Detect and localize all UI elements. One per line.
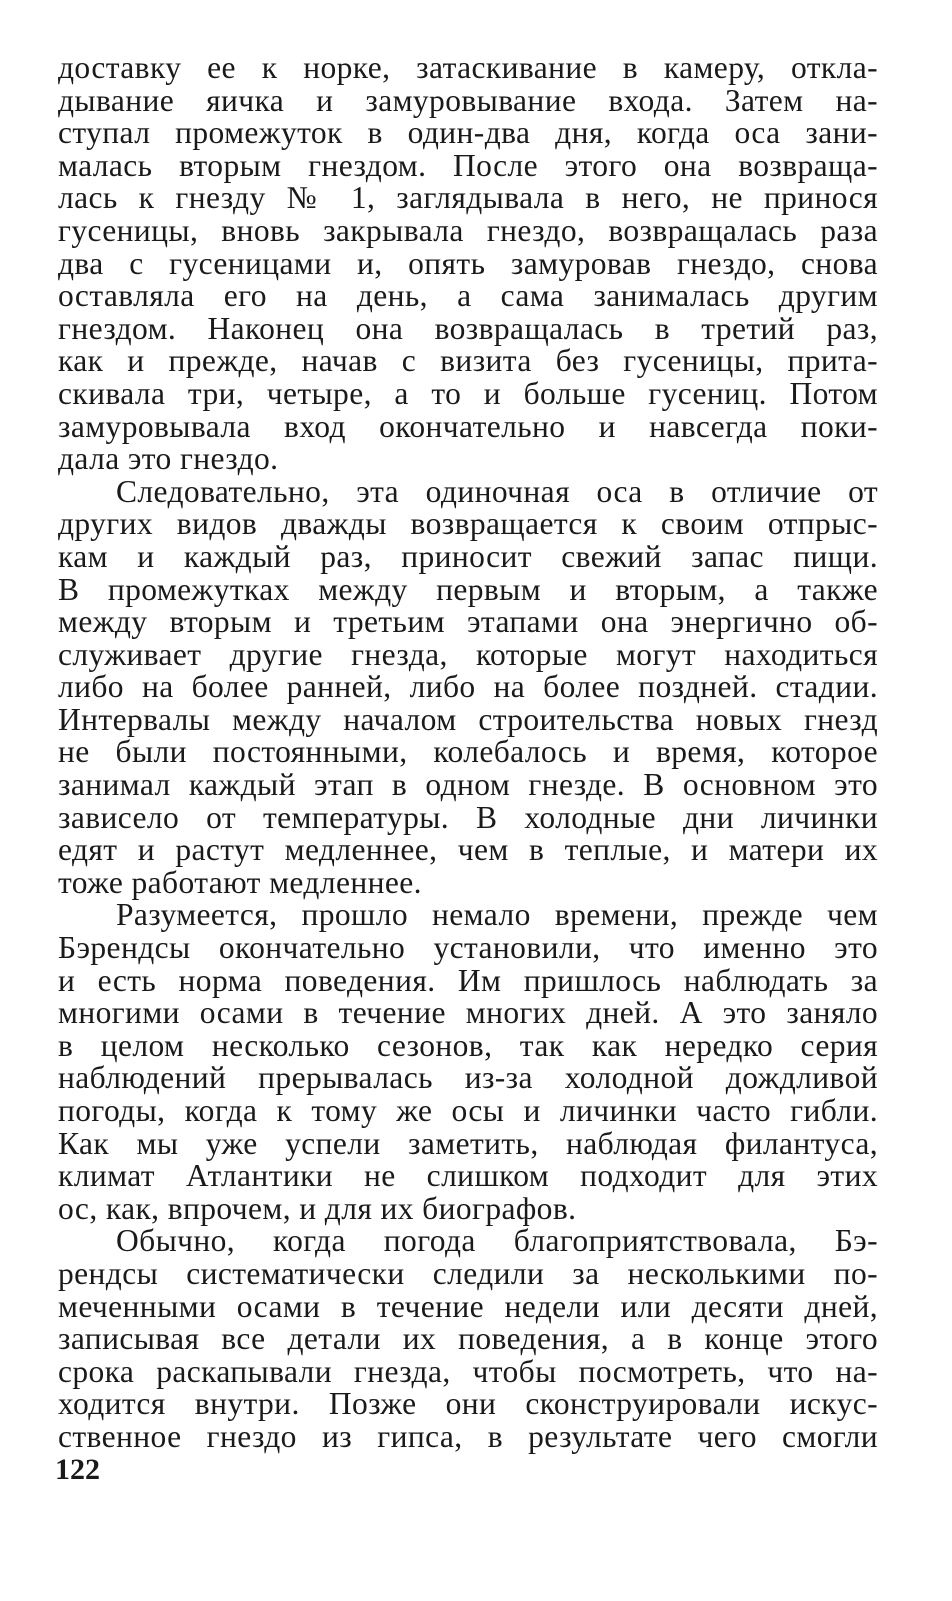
- text-line: записывая все детали их поведения, а в конце этого: [58, 1321, 878, 1357]
- text-line: замуровывала вход окончательно и навсегда поки-: [58, 408, 878, 444]
- text-line: ступал промежуток в один-два дня, когда оса зани-: [58, 115, 878, 151]
- text-line: и есть норма поведения. Им пришлось наблюдать за: [58, 962, 878, 998]
- text-line: тоже работают медленнее.: [58, 864, 422, 900]
- text-line: срока раскапывали гнезда, чтобы посмотреть, что на-: [58, 1353, 878, 1389]
- text-line: ходится внутри. Позже они сконструировали искус-: [58, 1386, 878, 1422]
- text-line: кам и каждый раз, приносит свежий запас пищи.: [58, 538, 878, 574]
- text-line: оставляла его на день, а сама занималась другим: [58, 278, 878, 314]
- paragraph-3: [58, 899, 878, 1225]
- text-line: лась к гнезду № 1, заглядывала в него, не принося: [58, 180, 878, 216]
- text-line: дала это гнездо.: [58, 441, 279, 477]
- text-line: доставку ее к норке, затаскивание в камеру, откла-: [58, 50, 878, 85]
- text-line: меченными осами в течение недели или десяти дней,: [58, 1288, 878, 1324]
- text-line: Интервалы между началом строительства новых гнезд: [58, 701, 878, 737]
- text-line: Бэрендсы окончательно установили, что именно это: [58, 930, 878, 966]
- text-line: других видов дважды возвращается к своим отпрыс-: [58, 506, 878, 542]
- text-line: зависело от температуры. В холодные дни личинки: [58, 799, 878, 835]
- text-line: дывание яичка и замуровывание входа. Затем на-: [58, 82, 878, 118]
- paragraph-4: [58, 1225, 878, 1453]
- text-line: занимал каждый этап в одном гнезде. В основном это: [58, 767, 878, 803]
- text-line: климат Атлантики не слишком подходит для этих: [58, 1158, 878, 1194]
- text-line: ственное гнездо из гипса, в результате чего смогли: [58, 1418, 878, 1454]
- text-line: Разумеется, прошло немало времени, прежде чем: [116, 897, 878, 933]
- text-line: гнездом. Наконец она возвращалась в третий раз,: [58, 310, 878, 346]
- text-line: Как мы уже успели заметить, наблюдая филантуса,: [58, 1125, 878, 1161]
- text-line: два с гусеницами и, опять замуровав гнездо, снова: [58, 245, 878, 281]
- text-line: либо на более ранней, либо на более поздней. стадии.: [58, 669, 878, 705]
- text-line: не были постоянными, колебалось и время, которое: [58, 734, 878, 770]
- text-line: наблюдений прерывалась из-за холодной дождливой: [58, 1060, 878, 1096]
- text-line: скивала три, четыре, а то и больше гусениц. Потом: [58, 375, 878, 411]
- text-line: между вторым и третьим этапами она энергично об-: [58, 604, 878, 640]
- paragraph-2: [58, 473, 878, 900]
- text-line: Следовательно, эта одиночная оса в отличие от: [116, 473, 878, 509]
- page-body: [58, 52, 878, 1454]
- text-line: В промежутках между первым и вторым, а также: [58, 571, 878, 607]
- text-line: рендсы систематически следили за несколькими по-: [58, 1255, 878, 1291]
- page-number: 122: [55, 1453, 100, 1486]
- text-line: малась вторым гнездом. После этого она возвраща-: [58, 147, 878, 183]
- paragraph-1: [58, 52, 878, 476]
- text-line: едят и растут медленнее, чем в теплые, и матери их: [58, 832, 878, 868]
- text-line: Обычно, когда погода благоприятствовала, Бэ-: [116, 1223, 878, 1259]
- text-line: погоды, когда к тому же осы и личинки часто гибли.: [58, 1093, 878, 1128]
- text-line: служивает другие гнезда, которые могут находиться: [58, 636, 878, 672]
- text-line: ос, как, впрочем, и для их биографов.: [58, 1190, 577, 1226]
- text-line: как и прежде, начав с визита без гусеницы, прита-: [58, 343, 878, 379]
- text-line: многими осами в течение многих дней. А это заняло: [58, 995, 878, 1031]
- text-line: в целом несколько сезонов, так как нередко серия: [58, 1027, 878, 1063]
- text-line: гусеницы, вновь закрывала гнездо, возвращалась раза: [58, 212, 878, 248]
